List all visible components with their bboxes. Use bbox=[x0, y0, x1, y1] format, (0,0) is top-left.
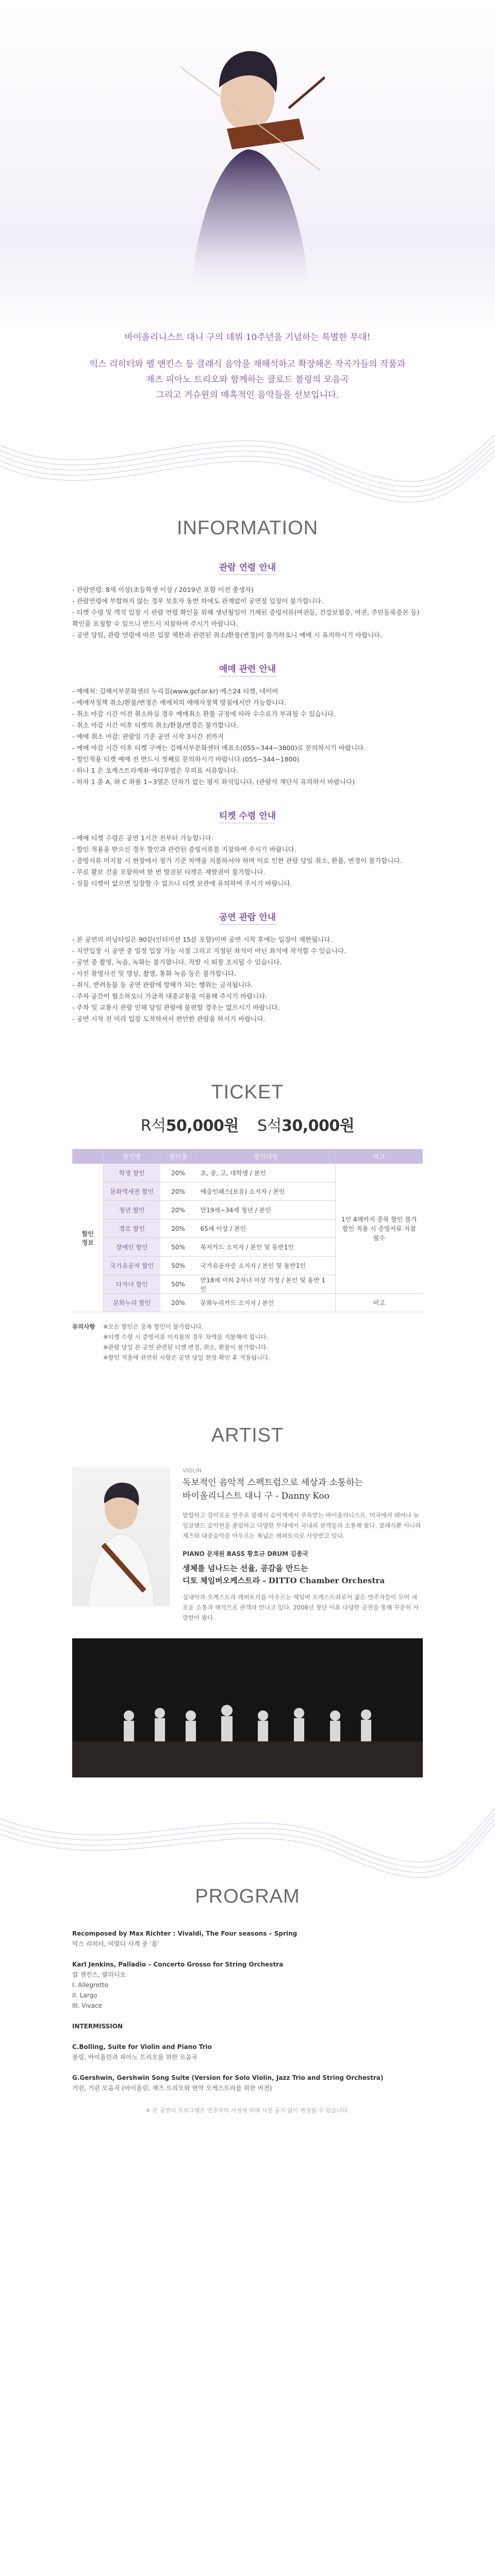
discount-group-label: 할인 정보 bbox=[73, 1164, 104, 1312]
discount-target: 만18세 이하 2자녀 이상 가정 / 본인 및 동반 1인 bbox=[196, 1275, 336, 1294]
list-item: - 예매 취소 마감: 관람일 기준 공연 시작 3시간 전까지 bbox=[72, 731, 423, 742]
table-header: 비고 bbox=[336, 1149, 423, 1164]
discount-target: 복지카드 소지자 / 본인 및 동반1인 bbox=[196, 1238, 336, 1257]
list-item: - 지연입장 시 공연 중 일정 입장 가능 시점 그리고 지정된 좌석이 아닌 좌석에 착석할 수 있습니다. bbox=[72, 945, 423, 957]
notice-label: 유의사항 bbox=[72, 1323, 95, 1330]
list-item: - 공연 중 촬영, 녹음, 녹화는 불가합니다. 적발 시 퇴장 조치될 수 있습니다. bbox=[72, 957, 423, 968]
viewing-heading: 공연 관람 안내 bbox=[72, 910, 423, 923]
list-item: - 하차 1 총 A, 와 C 좌룸 1~3열은 단차가 없는 평지 좌석입니다. (관람석 계단식 유의하시 바랍니다) bbox=[72, 776, 423, 788]
list-item: - 하나 1 은 오케스트라계좌 에디무법은 무의표 서류합니다. bbox=[72, 765, 423, 776]
program-line: 거쉰, 거쉰 모음곡 (바이올린, 재즈 트리오와 현악 오케스트라를 위한 버전) bbox=[72, 2084, 272, 2092]
list-item: - 티켓 수령 및 객석 입장 시 관람 연령 확인을 위해 생년월일이 기재된 증빙서류(여권등, 건강보험증, 여권, 주민등록증본 등) 확인을 요청할 수 있으니 반드시 지참하여 주시기 바랍니다. bbox=[72, 607, 423, 630]
intro-line-5: 그리고 거슈윈의 매혹적인 음악들을 선보입니다. bbox=[156, 390, 339, 400]
program-item bbox=[72, 2042, 423, 2062]
notice-list bbox=[103, 1321, 270, 1363]
intro-line-3: 익스 리히터와 펠 앤킨스 등 클래식 음악을 재해석하고 확장해온 작곡가들의 작품과 bbox=[89, 359, 406, 369]
program-line: III. Vivace bbox=[72, 2002, 102, 2009]
list-item: - 할인 적용을 받으신 경우 할인과 관련된 증빙서류를 지참하여 주시기 바랍니다. bbox=[72, 844, 423, 855]
program-section bbox=[0, 1886, 495, 2116]
discount-note-extra: 비고 bbox=[336, 1294, 423, 1312]
list-item: - 예매 마감 시간 이후 티켓 구매는 김해서부문화센터 매표소(055~344~3800)로 문의하시기 바랍니다. bbox=[72, 742, 423, 754]
booking-heading: 예매 관련 안내 bbox=[72, 662, 423, 674]
list-item: - 관람연령: 8세 이상(초등학생 이상 / 2019년 포함 이전 출생자) bbox=[72, 584, 423, 596]
ticket-title: TICKET bbox=[211, 1081, 284, 1103]
list-item: ※ 티켓 수령 시 증빙서류 미지참의 경우 차액을 지불해야 합니다. bbox=[103, 1332, 270, 1342]
program-item bbox=[72, 1928, 423, 1949]
list-item: - 예매자정책 취소/환불/변경은 예매처의 예매자정책 방침에서만 가능합니다. bbox=[72, 697, 423, 708]
discount-target: 문화누리카드 소지자 / 본인 bbox=[196, 1294, 336, 1312]
list-item: - 할인적용 티켓 예매 전 반드시 첫째로 문의하시기 바랍니다 (055~344~1800) bbox=[72, 754, 423, 765]
list-item: - 취소 마감 시간 이전 취소하실 경우 예매취소 환불 규정에 따라 수수료가 부과될 수 있습니다. bbox=[72, 708, 423, 720]
discount-name: 다자녀 할인 bbox=[104, 1275, 160, 1294]
discount-rate: 20% bbox=[160, 1294, 196, 1312]
discount-target: 초, 중, 고, 대학생 / 본인 bbox=[196, 1164, 336, 1182]
list-item: ※ 관람 당일 본 공연 관련된 티켓 변경, 취소, 환불이 불가합니다. bbox=[103, 1342, 270, 1352]
artist-title: ARTIST bbox=[211, 1425, 284, 1446]
booking-list bbox=[72, 686, 423, 788]
list-item: - 사진 찰영사진 및 영상, 촬영, 통화 녹음 등은 불가합니다. bbox=[72, 968, 423, 979]
list-item: - 예매처: 김해서부문화센터 누리집(www.gcf.or.kr) 예스24 티켓, 네이버 bbox=[72, 686, 423, 697]
program-title: PROGRAM bbox=[195, 1886, 300, 1907]
hero-section bbox=[0, 0, 495, 330]
program-line: II. Largo bbox=[72, 1992, 97, 1999]
artist-role: VIOLIN bbox=[183, 1467, 202, 1474]
discount-target: 65세 이상 / 본인 bbox=[196, 1219, 336, 1238]
artist-bio: 발랄하고 감미로운 연주로 클래식 음악계에서 주목받는 바이올리니스트. 미국에서 태어나 뉴잉글랜드 음악원을 졸업하고 다양한 무대에서 국내외 관객들과 소통해 왔다. 클래식뿐 아니라 재즈와 대중음악을 아우르는 폭넓은 레퍼토리로 사랑받고 있다. bbox=[183, 1512, 421, 1539]
discount-target: 예술인패스(보유) 소지자 / 본인 bbox=[196, 1182, 336, 1201]
r-seat-price: 50,000원 bbox=[166, 1117, 239, 1135]
list-item: - 무료 활보 건을 포함하여 한 번 발권된 티켓은 재발권이 불가합니다. bbox=[72, 867, 423, 878]
list-item: - 관람연령에 부합하지 않는 경우 보호자 동반 하에도 관계없이 공연장 입장이 불가합니다. bbox=[72, 596, 423, 607]
orchestra-photo bbox=[72, 1638, 423, 1777]
decorative-waves-lower bbox=[0, 1793, 495, 1886]
table-header-blank bbox=[73, 1149, 104, 1164]
discount-rate: 20% bbox=[160, 1164, 196, 1182]
discount-rate: 20% bbox=[160, 1219, 196, 1238]
program-piece: Karl Jenkins, Palladio – Concerto Grosso for String Orchestra bbox=[72, 1961, 284, 1968]
age-heading: 관람 연령 안내 bbox=[72, 560, 423, 573]
discount-target: 만19세~34세 청년 / 본인 bbox=[196, 1201, 336, 1219]
discount-rate: 50% bbox=[160, 1275, 196, 1294]
discount-rate: 20% bbox=[160, 1201, 196, 1219]
table-row bbox=[73, 1294, 423, 1312]
table-header: 할인율 bbox=[160, 1149, 196, 1164]
age-list bbox=[72, 584, 423, 641]
discount-target: 국가유공자증 소지자 / 본인 및 동반1인 bbox=[196, 1257, 336, 1275]
intro-line-4: 재즈 피아노 트리오와 함께하는 클로드 볼링의 모음곡 bbox=[146, 375, 349, 385]
program-line: 칼 젠킨스, 팔라디오 bbox=[72, 1971, 126, 1978]
list-item: - 본 공연의 러닝타임은 90분(인터미션 15분 포함)이며 공연 시작 후에는 입장이 제한됩니다. bbox=[72, 934, 423, 945]
discount-rate: 50% bbox=[160, 1257, 196, 1275]
intro-line-2: 바이올리니스트 대니 구의 데뷔 10주년을 기념하는 특별한 무대! bbox=[124, 332, 371, 343]
discount-rate: 20% bbox=[160, 1182, 196, 1201]
program-item bbox=[72, 2073, 423, 2093]
ticket-section bbox=[0, 1081, 495, 1363]
artist-section bbox=[0, 1425, 495, 1777]
information-section bbox=[0, 507, 495, 1025]
discount-name: 경로 할인 bbox=[104, 1219, 160, 1238]
ticket-notices bbox=[72, 1321, 423, 1363]
program-item bbox=[72, 1959, 423, 2011]
list-item: - 공연 시작 전 미리 입장 도착하셔서 편안한 관람을 하시기 바랍니다. bbox=[72, 1013, 423, 1025]
discount-name: 학생 할인 bbox=[104, 1164, 160, 1182]
discount-name: 문화누리 할인 bbox=[104, 1294, 160, 1312]
ensemble-bio: 실내악과 오케스트라 레퍼토리를 아우르는 체임버 오케스트라로서 젊은 연주자들이 모여 새로운 소통과 해석으로 관객과 만나고 있다. 2008년 창단 이후 다양한 공연을 통해 꾸준히 사랑받아 왔다. bbox=[183, 1594, 419, 1621]
table-header-row bbox=[73, 1149, 423, 1164]
program-line: I. Allegretto bbox=[72, 1981, 108, 1989]
ensemble-name: 생체를 넘나드는 선율, 공감을 만드는 디토 체임버오케스트라 - DITTO Chamber Orchestra bbox=[183, 1564, 385, 1585]
list-item: ※ 모든 할인은 중복 할인이 불가합니다. bbox=[103, 1321, 270, 1332]
list-item: - 취식, 반려동물 등 공연 관람에 방해가 되는 행위는 금지됩니다. bbox=[72, 979, 423, 991]
s-seat-label: S석 bbox=[257, 1117, 282, 1135]
list-item: - 실물 티켓이 없으면 입장할 수 없으니 티켓 보관에 유의하여 주시기 바랍니다. bbox=[72, 878, 423, 889]
viewing-list bbox=[72, 934, 423, 1025]
table-header: 할인대상 bbox=[196, 1149, 336, 1164]
table-row bbox=[73, 1164, 423, 1182]
artist-photo bbox=[72, 1467, 170, 1606]
program-piece: G.Gershwin, Gershwin Song Suite (Version for Solo Violin, Jazz Trio and String Orchestra) bbox=[72, 2074, 384, 2081]
list-item: - 공연 당일, 관람 연령에 따른 입장 제한과 관련된 취소/환불(변경)이 불가하오니 예매 시 유의하시기 바랍니다. bbox=[72, 630, 423, 641]
list-item: - 증빙서류 미지참 시 현장에서 정가 기준 차액을 지불하셔야 하며 이로 인한 관람 당일 취소, 환불, 변경이 불가합니다. bbox=[72, 855, 423, 867]
program-line: 막스 리히터, 비발디 사계 중 '봄' bbox=[72, 1940, 159, 1947]
pickup-heading: 티켓 수령 안내 bbox=[72, 808, 423, 821]
page-bottom-spacer bbox=[0, 2116, 495, 2137]
program-piece: C.Bolling, Suite for Violin and Piano Trio bbox=[72, 2043, 212, 2050]
list-item: - 주차 및 교통시 관람 인해 당일 관람에 불편할 경우는 없으시기 바랍니다. bbox=[72, 1002, 423, 1013]
information-title: INFORMATION bbox=[176, 517, 319, 539]
list-item: ※ 할인 적용에 관련된 사항은 공연 당일 현장 확인 후 적용됩니다. bbox=[103, 1352, 270, 1363]
discount-name: 문화역세권 할인 bbox=[104, 1182, 160, 1201]
list-item: - 예매 티켓 수령은 공연 1시간 전부터 가능합니다. bbox=[72, 833, 423, 844]
artist-name: 독보적인 음악적 스펙트럼으로 세상과 소통하는 바이올리니스트 대니 구 - Danny Koo bbox=[183, 1478, 364, 1501]
list-item: - 주차 공간이 협소하오니 가급적 대중교통을 이용해 주시기 바랍니다. bbox=[72, 991, 423, 1002]
discount-name: 청년 할인 bbox=[104, 1201, 160, 1219]
r-seat-label: R석 bbox=[140, 1117, 166, 1135]
intermission-label: INTERMISSION bbox=[72, 2023, 123, 2030]
discount-rate: 50% bbox=[160, 1238, 196, 1257]
decorative-waves bbox=[0, 414, 495, 507]
price-summary bbox=[72, 1113, 423, 1136]
trio-members: PIANO 문재원 BASS 황호규 DRUM 김종국 bbox=[183, 1550, 309, 1557]
pickup-list bbox=[72, 833, 423, 889]
program-item bbox=[72, 2021, 423, 2031]
discount-name: 장애인 할인 bbox=[104, 1238, 160, 1257]
discount-name: 국가유공자 할인 bbox=[104, 1257, 160, 1275]
table-header: 할인명 bbox=[104, 1149, 160, 1164]
list-item: - 취소 마감 시간 이후 티켓의 취소/환불/변경은 불가합니다. bbox=[72, 720, 423, 731]
s-seat-price: 30,000원 bbox=[282, 1117, 355, 1135]
discount-note: 1인 4매까지 중복 할인 불가 할인 적용 시 증빙서류 지참 필수 bbox=[336, 1164, 423, 1294]
program-piece: Recomposed by Max Richter : Vivaldi, The Four seasons – Spring bbox=[72, 1930, 298, 1937]
discount-table bbox=[72, 1149, 423, 1312]
hero-gradient bbox=[0, 237, 495, 330]
program-footnote: ※ 본 공연의 프로그램은 연주자의 사정에 의해 사전 공지 없이 변경될 수 있습니다. bbox=[145, 2107, 350, 2114]
program-line: 볼링, 바이올린과 피아노 트리오를 위한 모음곡 bbox=[72, 2054, 198, 2061]
